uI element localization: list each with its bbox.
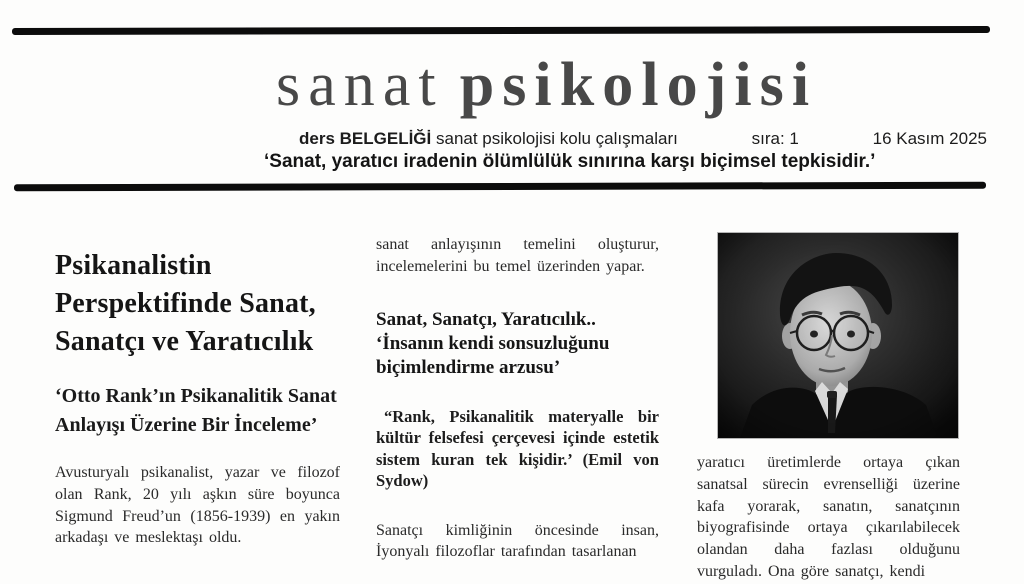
article-paragraph-right: yaratıcı üretimlerde ortaya çıkan sanatsal sürecin evrenselliği üzerine kafa yorarak, sanatın, sanatçının biyografisinde ortaya çıkarılabilecek olandan daha fazlası olduğunu vurguladı. Ona göre sanatçı, kendi <box>697 454 960 580</box>
article-headline: Psikanalistin Perspektifinde Sanat, Sanatçı ve Yaratıcılık <box>55 250 316 357</box>
otto-rank-photo-illustration <box>718 233 958 438</box>
pull-quote: “Rank, Psikanalitik materyalle bir kültür felsefesi çerçevesi içinde estetik sistem kuran tek kişidir.’ (Emil von Sydow) <box>376 406 659 491</box>
photo-vignette <box>718 233 958 438</box>
header-divider-rule <box>14 182 986 192</box>
column-right <box>697 452 960 583</box>
masthead-word-psikolojisi: psikolojisi <box>459 51 818 119</box>
issue-date: 16 Kasım 2025 <box>872 129 987 148</box>
article-subhead: ‘Otto Rank’ın Psikanalitik Sanat Anlayışı Üzerine Bir İnceleme’ <box>55 385 337 436</box>
masthead-word-sanat: sanat <box>276 51 444 119</box>
byline-row <box>299 129 987 149</box>
top-rule <box>12 26 990 35</box>
otto-rank-photo <box>717 232 959 439</box>
column-left <box>55 247 340 549</box>
masthead-motto: ‘Sanat, yaratıcı iradenin ölümlülük sınırına karşı biçimsel tepkisidir.’ <box>264 151 876 172</box>
issue-number: sıra: 1 <box>751 129 799 148</box>
column-middle <box>376 234 659 563</box>
article-paragraph-left: Avusturyalı psikanalist, yazar ve filozof olan Rank, 20 yılı aşkın süre boyunca Sigmund Freud’un (1856-1939) en yakın arkadaşı ve meslektaşı oldu. <box>55 464 340 547</box>
article-paragraph-middle-lead: sanat anlayışının temelini oluşturur, incelemelerini bu temel üzerinden yapar. <box>376 236 659 275</box>
byline-doc-label: ders BELGELİĞİ <box>299 129 432 148</box>
byline-description: sanat psikolojisi kolu çalışmaları <box>435 129 678 148</box>
byline-main <box>299 129 678 149</box>
article-paragraph-middle: Sanatçı kimliğinin öncesinde insan, İyonyalı filozoflar tarafından tasarlanan <box>376 521 659 561</box>
masthead-title <box>276 50 817 120</box>
section-subhead: Sanat, Sanatçı, Yaratıcılık.. ‘İnsanın kendi sonsuzluğunu biçimlendirme arzusu’ <box>376 308 610 378</box>
